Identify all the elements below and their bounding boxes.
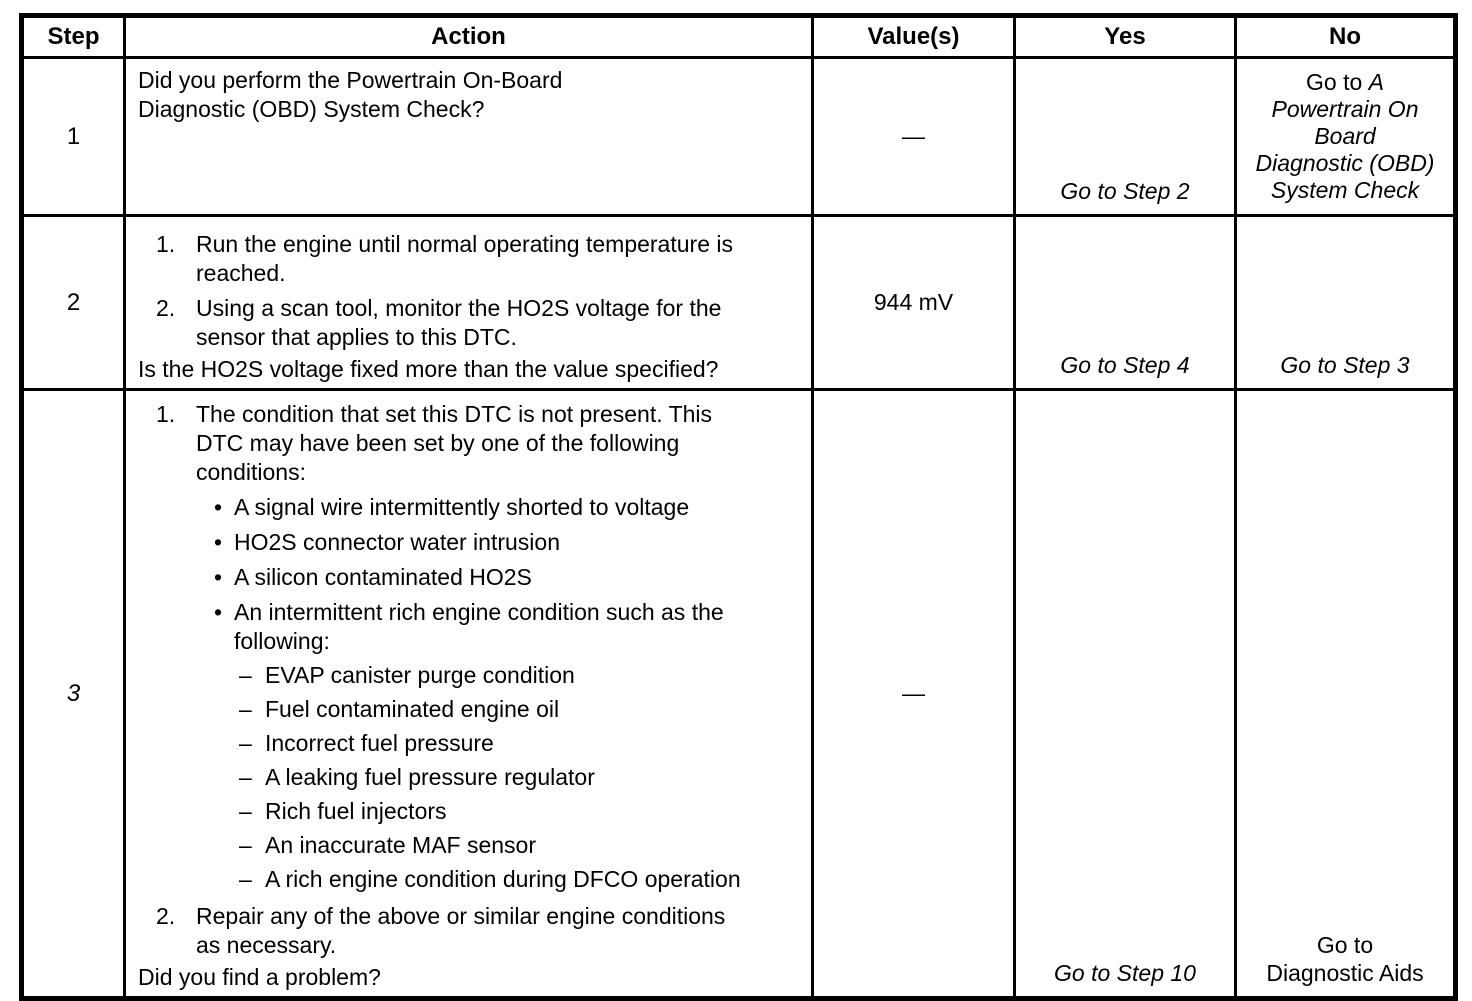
dash-icon: – (239, 662, 252, 688)
yes-cell: Go to Step 4 (1015, 216, 1236, 390)
step-number: 1 (22, 58, 125, 216)
dash-icon: – (239, 798, 252, 824)
value-cell: — (813, 58, 1015, 216)
table-row-step-2 (22, 216, 1456, 390)
action-question-line: Diagnostic (OBD) System Check? (138, 96, 485, 122)
header-yes: Yes (1015, 16, 1236, 58)
no-ref-line: Powertrain On (1271, 96, 1419, 122)
header-values: Value(s) (813, 16, 1015, 58)
numbered-item (138, 294, 803, 352)
action-cell (125, 216, 813, 390)
ref-text: A (1368, 69, 1384, 95)
numbered-item (138, 400, 803, 487)
no-ref-line: System Check (1270, 177, 1420, 203)
yes-cell: Go to Step 2 (1015, 58, 1236, 216)
no-cell (1236, 58, 1456, 216)
item-text: An intermittent rich engine condition such as the following: (234, 599, 724, 654)
numbered-item (138, 230, 803, 288)
action-cell (125, 390, 813, 999)
item-text: The condition that set this DTC is not present. This DTC may have been set by one of the following conditions: (196, 401, 713, 485)
no-ref-line (1239, 69, 1451, 96)
bullet-item: • A signal wire intermittently shorted to voltage (214, 494, 690, 520)
item-number: 2. (156, 295, 176, 321)
step-number: 3 (22, 390, 125, 999)
table-row-step-1 (22, 58, 1456, 216)
value-cell: — (813, 390, 1015, 999)
numbered-item (138, 902, 803, 960)
item-text: Repair any of the above or similar engine conditions as necessary. (196, 903, 726, 958)
bullet-icon: • (214, 564, 223, 590)
sub-item: – A rich engine condition during DFCO operation (239, 866, 741, 892)
sub-item: – Incorrect fuel pressure (239, 730, 494, 756)
table-row-step-3 (22, 390, 1456, 999)
item-number: 2. (156, 903, 176, 929)
sub-item: – EVAP canister purge condition (239, 662, 575, 688)
dash-icon: – (239, 764, 252, 790)
bullet-icon: • (214, 529, 223, 555)
header-step: Step (22, 16, 125, 58)
header-action: Action (125, 16, 813, 58)
step-number: 2 (22, 216, 125, 390)
bullet-item: • HO2S connector water intrusion (214, 529, 560, 555)
bullet-icon: • (214, 494, 223, 520)
table-header-row (22, 16, 1456, 58)
bullet-icon: • (214, 599, 223, 625)
sub-item: – An inaccurate MAF sensor (239, 832, 537, 858)
dash-icon: – (239, 730, 252, 756)
no-ref-line: Diagnostic (OBD) (1255, 150, 1435, 176)
yes-cell: Go to Step 10 (1015, 390, 1236, 999)
no-ref-line: Diagnostic Aids (1266, 960, 1424, 986)
item-number: 1. (156, 231, 176, 257)
header-no: No (1236, 16, 1456, 58)
no-ref-line: Go to (1316, 932, 1374, 958)
dash-icon: – (239, 866, 252, 892)
action-cell (125, 58, 813, 216)
no-cell (1236, 390, 1456, 999)
action-question: Did you find a problem? (138, 964, 381, 990)
value-cell: 944 mV (813, 216, 1015, 390)
no-ref-line: Board (1314, 123, 1376, 149)
dash-icon: – (239, 696, 252, 722)
item-number: 1. (156, 401, 176, 427)
diagnostic-table (19, 13, 1458, 1001)
sub-item: – Rich fuel injectors (239, 798, 447, 824)
bullet-item: • A silicon contaminated HO2S (214, 564, 532, 590)
no-cell: Go to Step 3 (1236, 216, 1456, 390)
item-text: Run the engine until normal operating temperature is reached. (196, 231, 733, 286)
action-question: Is the HO2S voltage fixed more than the value specified? (138, 356, 719, 382)
bullet-item (138, 598, 803, 656)
dash-icon: – (239, 832, 252, 858)
goto-text: Go to (1306, 69, 1363, 95)
sub-item: – A leaking fuel pressure regulator (239, 764, 595, 790)
sub-item: – Fuel contaminated engine oil (239, 696, 560, 722)
item-text: Using a scan tool, monitor the HO2S voltage for the sensor that applies to this DTC. (196, 295, 722, 350)
action-question-line: Did you perform the Powertrain On-Board (138, 67, 563, 93)
